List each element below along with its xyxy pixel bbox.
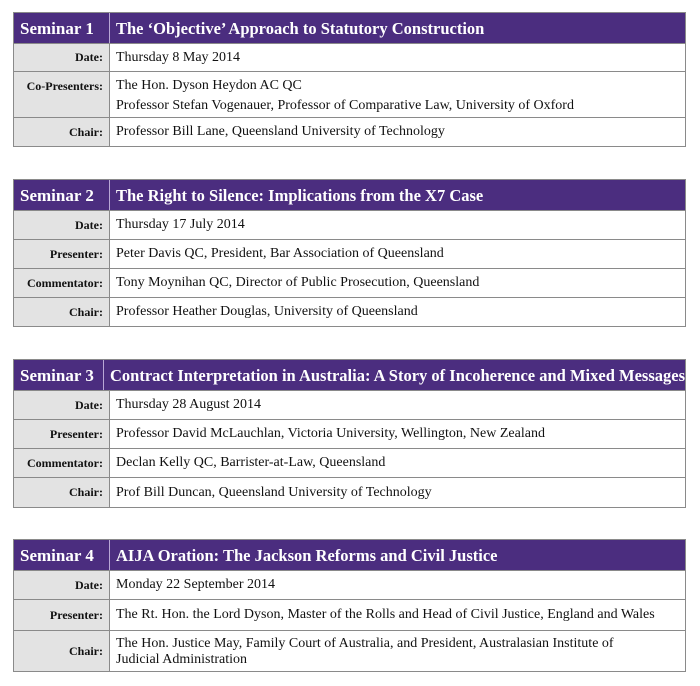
- row-label: Presenter:: [14, 600, 110, 630]
- seminar-number: Seminar 1: [14, 13, 110, 43]
- seminar-title: The ‘Objective’ Approach to Statutory Construction: [116, 19, 485, 38]
- seminar-title: Contract Interpretation in Australia: A Story of Incoherence and Mixed Messages: [109, 366, 685, 385]
- chair-line-2: Judicial Administration: [116, 652, 248, 667]
- seminar-number: Seminar 3: [14, 360, 104, 390]
- date-value: Monday 22 September 2014: [116, 577, 276, 592]
- co-presenter-1: The Hon. Dyson Heydon AC QC: [116, 78, 302, 93]
- row-label: Commentator:: [14, 269, 110, 297]
- presenter-row: [14, 600, 685, 631]
- date-row: [14, 211, 685, 240]
- row-label: Date:: [14, 211, 110, 239]
- row-label: Chair:: [14, 631, 110, 671]
- chair-value: Professor Bill Lane, Queensland University of Technology: [116, 124, 445, 139]
- commentator-row: [14, 269, 685, 298]
- date-row: [14, 391, 685, 420]
- date-row: [14, 571, 685, 600]
- co-presenters-value: [110, 72, 574, 117]
- seminar-3-table: [13, 359, 686, 508]
- date-value: Thursday 28 August 2014: [116, 397, 262, 412]
- row-label: Chair:: [14, 298, 110, 326]
- co-presenters-row: [14, 72, 685, 118]
- chair-value: [110, 631, 614, 671]
- row-label: Chair:: [14, 478, 110, 507]
- date-value: Thursday 17 July 2014: [116, 217, 245, 232]
- row-label: Presenter:: [14, 420, 110, 448]
- seminar-title: The Right to Silence: Implications from the X7 Case: [116, 186, 484, 205]
- presenter-row: [14, 420, 685, 449]
- chair-row: [14, 298, 685, 326]
- seminar-2-table: [13, 179, 686, 327]
- seminar-4-table: [13, 539, 686, 672]
- presenter-value: Peter Davis QC, President, Bar Association of Queensland: [116, 246, 444, 261]
- presenter-row: [14, 240, 685, 269]
- chair-row: [14, 631, 685, 671]
- chair-row: [14, 478, 685, 507]
- date-value: Thursday 8 May 2014: [116, 49, 241, 65]
- date-row: [14, 44, 685, 72]
- co-presenter-2: Professor Stefan Vogenauer, Professor of Comparative Law, University of Oxford: [116, 98, 574, 113]
- seminar-header: [14, 360, 685, 391]
- row-label: Presenter:: [14, 240, 110, 268]
- row-label: Date:: [14, 571, 110, 599]
- commentator-row: [14, 449, 685, 478]
- row-label: Date:: [14, 391, 110, 419]
- commentator-value: Tony Moynihan QC, Director of Public Prosecution, Queensland: [116, 275, 480, 290]
- commentator-value: Declan Kelly QC, Barrister-at-Law, Queensland: [116, 455, 386, 470]
- chair-value: Prof Bill Duncan, Queensland University of Technology: [116, 484, 432, 500]
- seminar-header: [14, 13, 685, 44]
- seminar-number: Seminar 4: [14, 540, 110, 570]
- seminar-header: [14, 540, 685, 571]
- chair-value: Professor Heather Douglas, University of Queensland: [116, 304, 418, 319]
- presenter-value: The Rt. Hon. the Lord Dyson, Master of the Rolls and Head of Civil Justice, England and Wales: [116, 607, 655, 622]
- row-label: Co-Presenters:: [14, 72, 110, 117]
- row-label: Commentator:: [14, 449, 110, 477]
- chair-line-1: The Hon. Justice May, Family Court of Australia, and President, Australasian Institute of: [116, 636, 614, 651]
- row-label: Chair:: [14, 118, 110, 146]
- chair-row: [14, 118, 685, 146]
- seminar-title: AIJA Oration: The Jackson Reforms and Civil Justice: [116, 546, 498, 565]
- seminar-header: [14, 180, 685, 211]
- seminar-1-table: [13, 12, 686, 147]
- presenter-value: Professor David McLauchlan, Victoria University, Wellington, New Zealand: [116, 426, 545, 441]
- row-label: Date:: [14, 44, 110, 71]
- seminar-number: Seminar 2: [14, 180, 110, 210]
